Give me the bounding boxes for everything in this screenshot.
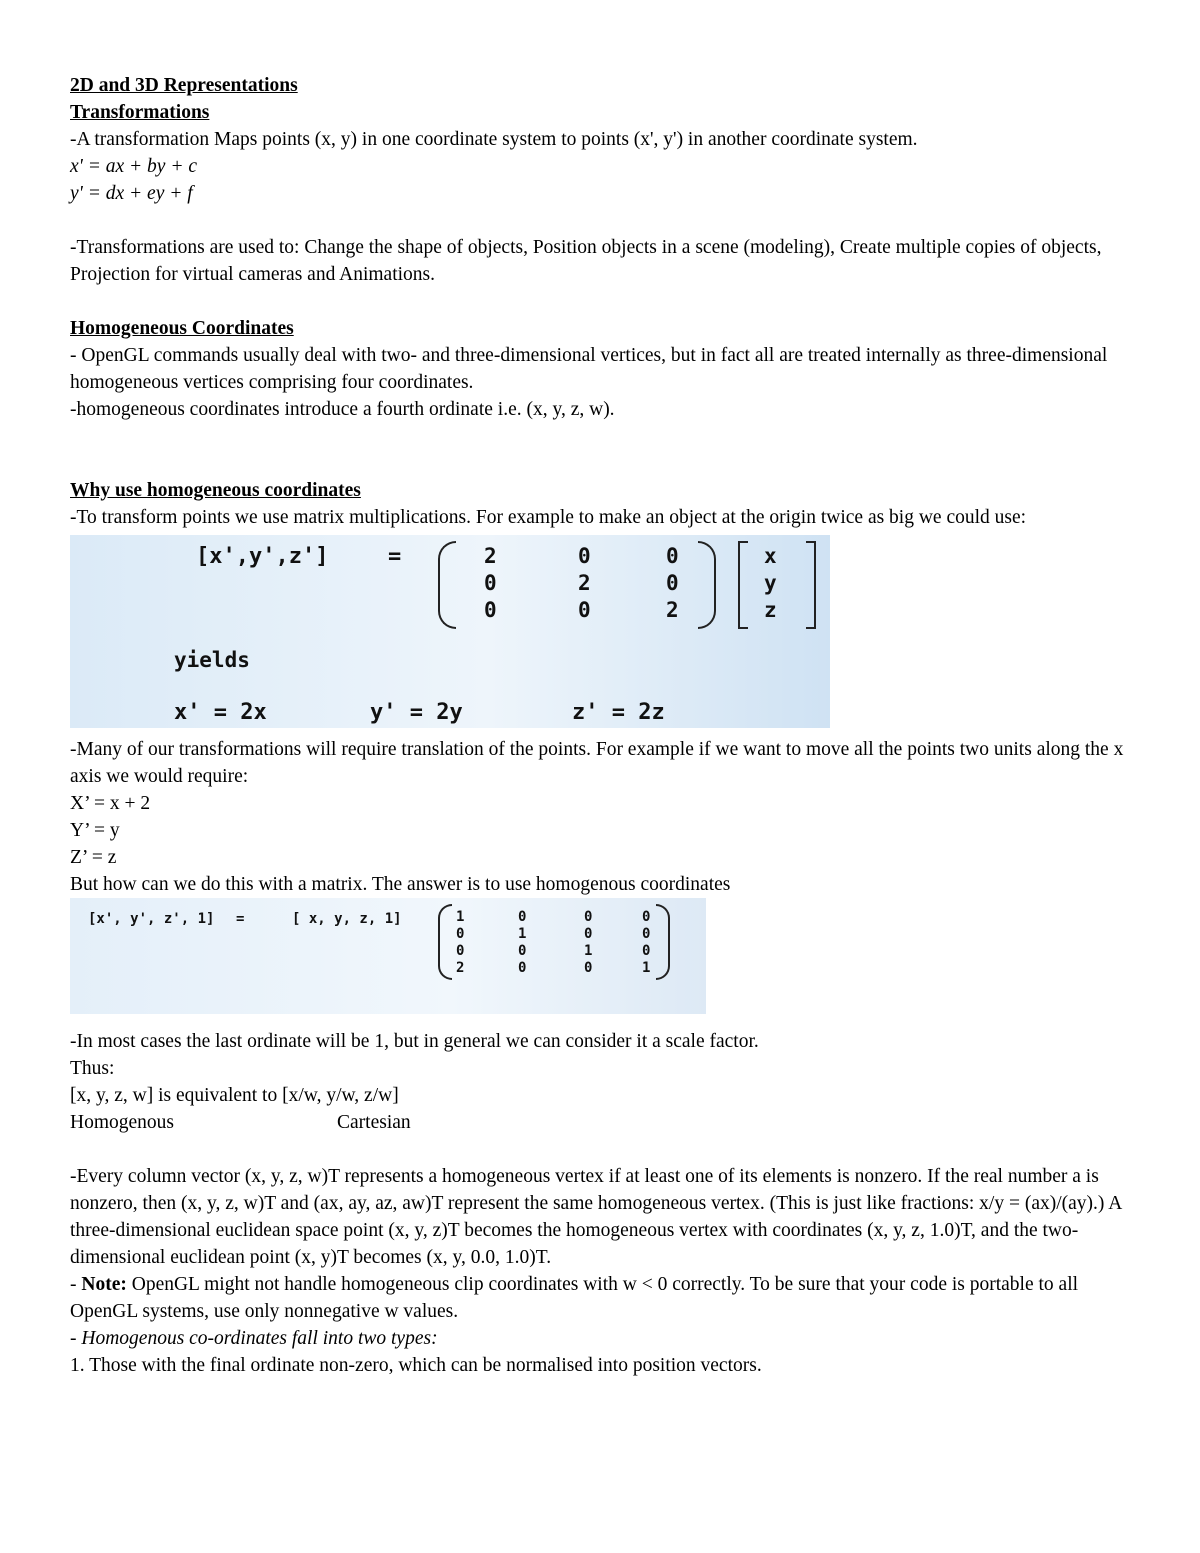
types-line: - Homogenous co-ordinates fall into two types: xyxy=(70,1328,438,1349)
matrix-cell: 0 xyxy=(518,909,527,925)
matrix-cell: 1 xyxy=(584,943,593,959)
vector-cell: y xyxy=(764,571,777,595)
fig1-result-y: y' = 2y xyxy=(370,700,463,725)
section-heading-transformations: Transformations xyxy=(70,102,210,123)
document-title: 2D and 3D Representations xyxy=(70,75,298,96)
matrix-cell: 0 xyxy=(666,544,679,568)
matrix-cell: 0 xyxy=(518,943,527,959)
label-homogenous: Homogenous xyxy=(70,1112,174,1133)
equation-line: Y’ = y xyxy=(70,820,120,841)
fig1-result-z: z' = 2z xyxy=(572,700,665,725)
paragraph: -To transform points we use matrix multiplications. For example to make an object at the origin twice as big we could use: xyxy=(70,507,1027,528)
matrix-cell: 0 xyxy=(578,598,591,622)
list-item: 1. Those with the final ordinate non-zero, which can be normalised into position vectors. xyxy=(70,1355,762,1376)
fig2-vector: [ x, y, z, 1] xyxy=(292,911,402,927)
section-heading-homogeneous: Homogeneous Coordinates xyxy=(70,318,294,339)
equation-y: y' = dx + ey + f xyxy=(70,183,193,204)
paragraph: -Every column vector (x, y, z, w)T represents a homogeneous vertex if at least one of its elements is nonzero. If the real number a is nonzero, then (x, y, z, w)T and (ax, ay, az, aw)T represent the same homogeneous vertex. (This is just like fractions: x/y = (ax)/(ay).) A three-dimensional euclidean space point (x, y, z)T becomes the homogeneous vertex with coordinates (x, y, z, 1.0)T, and the two-dimensional euclidean point (x, y)T becomes (x, y, 0.0, 1.0)T. xyxy=(70,1166,1122,1268)
paragraph: -homogeneous coordinates introduce a fourth ordinate i.e. (x, y, z, w). xyxy=(70,399,615,420)
matrix-cell: 0 xyxy=(642,943,651,959)
matrix-cell: 1 xyxy=(518,926,527,942)
note-text: OpenGL might not handle homogeneous clip coordinates with w < 0 correctly. To be sure that your code is portable to all OpenGL systems, use only nonnegative w values. xyxy=(70,1274,1079,1322)
matrix-cell: 0 xyxy=(584,926,593,942)
matrix-cell: 2 xyxy=(666,598,679,622)
vector-cell: z xyxy=(764,598,777,622)
paragraph: -A transformation Maps points (x, y) in one coordinate system to points (x', y') in another coordinate system. xyxy=(70,129,918,150)
matrix-cell: 0 xyxy=(518,960,527,976)
paragraph: - OpenGL commands usually deal with two- and three-dimensional vertices, but in fact all are treated internally as three-dimensional homogeneous vertices comprising four coordinates. xyxy=(70,345,1108,393)
fig1-lhs: [x',y',z'] xyxy=(196,544,329,569)
matrix-cell: 1 xyxy=(456,909,465,925)
text-line: Thus: xyxy=(70,1058,115,1079)
document-page xyxy=(70,72,1140,1379)
matrix-cell: 2 xyxy=(484,544,497,568)
note-label: Note: xyxy=(81,1274,127,1295)
paragraph: -Many of our transformations will require translation of the points. For example if we want to move all the points two units along the x axis we would require: xyxy=(70,739,1124,787)
matrix-cell: 0 xyxy=(456,926,465,942)
matrix-cell: 0 xyxy=(584,960,593,976)
note-paragraph: - Note: OpenGL might not handle homogeneous clip coordinates with w < 0 correctly. To be sure that your code is portable to all OpenGL systems, use only nonnegative w values. xyxy=(70,1274,1079,1322)
matrix-cell: 2 xyxy=(456,960,465,976)
matrix-cell: 0 xyxy=(456,943,465,959)
matrix-cell: 0 xyxy=(642,909,651,925)
equation-line: X’ = x + 2 xyxy=(70,793,151,814)
homogenous-cartesian-labels xyxy=(70,1109,1140,1136)
fig2-lhs: [x', y', z', 1] xyxy=(88,911,215,927)
label-cartesian: Cartesian xyxy=(337,1112,411,1133)
matrix-cell: 1 xyxy=(642,960,651,976)
text-line: [x, y, z, w] is equivalent to [x/w, y/w, z/w] xyxy=(70,1085,399,1106)
translation-matrix-figure xyxy=(70,898,706,1014)
scaling-matrix-figure xyxy=(70,535,830,728)
matrix-cell: 0 xyxy=(642,926,651,942)
equation-line: Z’ = z xyxy=(70,847,117,868)
matrix-cell: 0 xyxy=(584,909,593,925)
matrix-cell: 0 xyxy=(578,544,591,568)
matrix-cell: 0 xyxy=(484,598,497,622)
paragraph: -Transformations are used to: Change the shape of objects, Position objects in a scene (modeling), Create multiple copies of objects, Projection for virtual cameras and Animations. xyxy=(70,237,1102,285)
fig1-yields: yields xyxy=(174,648,250,672)
vector-cell: x xyxy=(764,544,777,568)
fig1-result-x: x' = 2x xyxy=(174,700,267,725)
paragraph: -In most cases the last ordinate will be 1, but in general we can consider it a scale factor. xyxy=(70,1031,759,1052)
fig1-equals: = xyxy=(388,544,402,569)
equation-x: x' = ax + by + c xyxy=(70,156,198,177)
matrix-cell: 2 xyxy=(578,571,591,595)
matrix-cell: 0 xyxy=(666,571,679,595)
fig2-equals: = xyxy=(236,911,245,927)
matrix-cell: 0 xyxy=(484,571,497,595)
text-line: But how can we do this with a matrix. The answer is to use homogenous coordinates xyxy=(70,874,731,895)
section-heading-why: Why use homogeneous coordinates xyxy=(70,480,361,501)
